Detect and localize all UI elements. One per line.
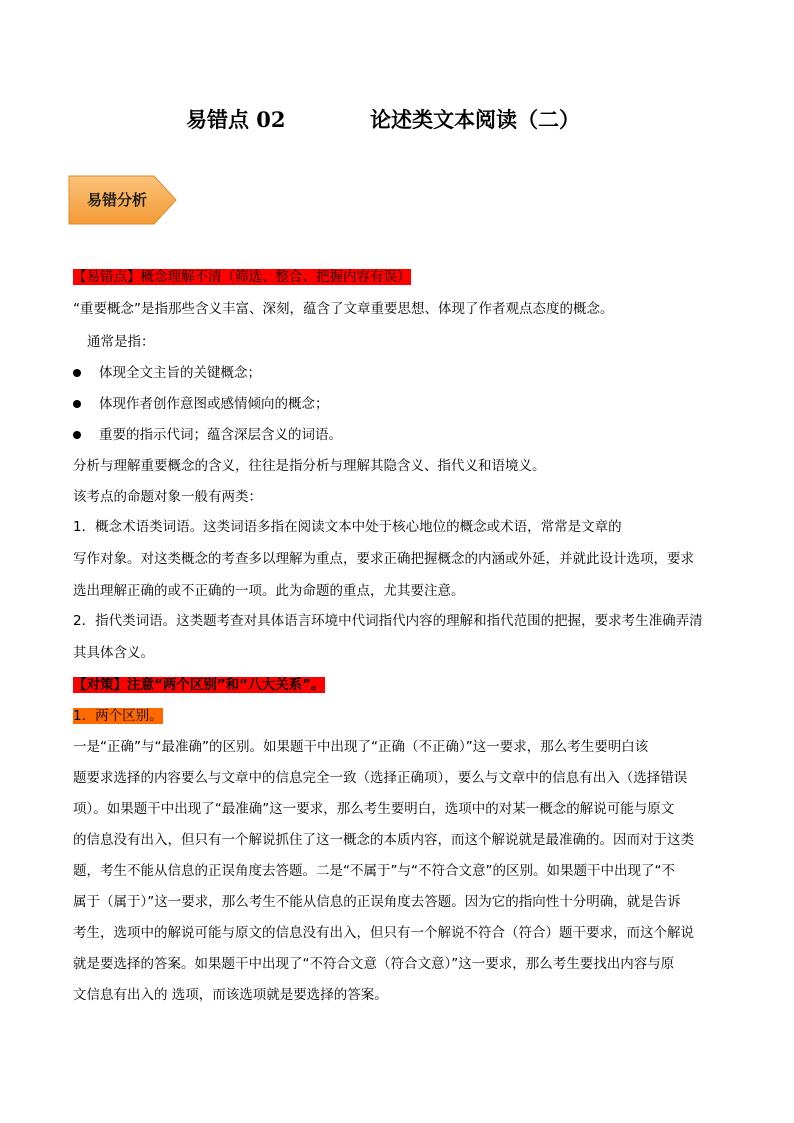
section-badge — [68, 175, 178, 225]
paragraph-line: 2．指代类词语。这类题考查对具体语言环境中代词指代内容的理解和指代范围的把握，要求考生准确弄清 — [73, 613, 703, 629]
paragraph-line: 一是“正确”与“最准确”的区别。如果题干中出现了“正确（不正确）”这一要求，那么考生要明白该 — [73, 739, 649, 755]
paragraph-line: 选出理解正确的或不正确的一项。此为命题的重点，尤其要注意。 — [73, 583, 465, 599]
paragraph-line: 项）。如果题干中出现了“最准确”这一要求，那么考生要明白，选项中的对某一概念的解说可能与原文 — [73, 801, 675, 817]
paragraph-line: 属于（属于）”这一要求，那么考生不能从信息的正误角度去答题。因为它的指向性十分明确，就是告诉 — [73, 894, 681, 910]
paragraph-line: 1．概念术语类词语。这类词语多指在阅读文本中处于核心地位的概念或术语，常常是文章的 — [73, 519, 622, 535]
section1-tag: 【易错点】 — [73, 269, 141, 285]
section2-heading-text: 【对策】注意“两个区别”和“八大关系”。 — [73, 677, 325, 693]
section2-subheading — [73, 707, 163, 725]
paragraph-line: 就是要选择的答案。如果题干中出现了“不符合文意（符合文意）”这一要求，那么考生要找出内容与原 — [73, 956, 675, 972]
title-text: 论述类文本阅读（二） — [370, 107, 580, 132]
paragraph-line: 文信息有出入的 选项，而该选项就是要选择的答案。 — [73, 987, 388, 1003]
badge-label: 易错分析 — [86, 191, 147, 209]
bullet-icon — [73, 400, 81, 408]
paragraph: 该考点的命题对象一般有两类： — [73, 489, 262, 505]
section1-heading — [73, 268, 411, 286]
paragraph-line: 其具体含义。 — [73, 645, 154, 661]
list-item: 体现全文主旨的关键概念； — [99, 365, 261, 381]
bullet-icon — [73, 431, 81, 439]
paragraph-line: 题要求选择的内容要么与文章中的信息完全一致（选择正确项），要么与文章中的信息有出入（选择错误 — [73, 770, 688, 786]
paragraph-line: 的信息没有出入，但只有一个解说抓住了这一概念的本质内容，而这个解说就是最准确的。因而对于这类 — [73, 832, 694, 848]
list-item: 体现作者创作意图或感情倾向的概念； — [99, 396, 329, 412]
paragraph-line: 写作对象。对这类概念的考查多以理解为重点，要求正确把握概念的内涵或外延，并就此设计选项，要求 — [73, 551, 694, 567]
paragraph: 分析与理解重要概念的含义，往往是指分析与理解其隐含义、指代义和语境义。 — [73, 458, 546, 474]
paragraph: 通常是指： — [87, 334, 155, 350]
title-number: 易错点 02 — [186, 107, 286, 132]
page-title — [0, 104, 794, 134]
paragraph: “重要概念”是指那些含义丰富、深刻，蕴含了文章重要思想、体现了作者观点态度的概念。 — [73, 301, 614, 317]
list-item: 重要的指示代词；蕴含深层含义的词语。 — [99, 427, 342, 443]
section1-heading-text: 概念理解不清（筛选、整合、把握内容有误） — [140, 269, 411, 285]
paragraph-line: 题，考生不能从信息的正误角度去答题。二是“不属于”与“不符合文意”的区别。如果题干中出现了“不 — [73, 863, 675, 879]
paragraph-line: 考生，选项中的解说可能与原文的信息没有出入，但只有一个解说不符合（符合）题干要求，而这个解说 — [73, 925, 694, 941]
section2-heading — [73, 676, 325, 694]
bullet-icon — [73, 369, 81, 377]
section2-subheading-text: 1．两个区别。 — [73, 708, 163, 724]
